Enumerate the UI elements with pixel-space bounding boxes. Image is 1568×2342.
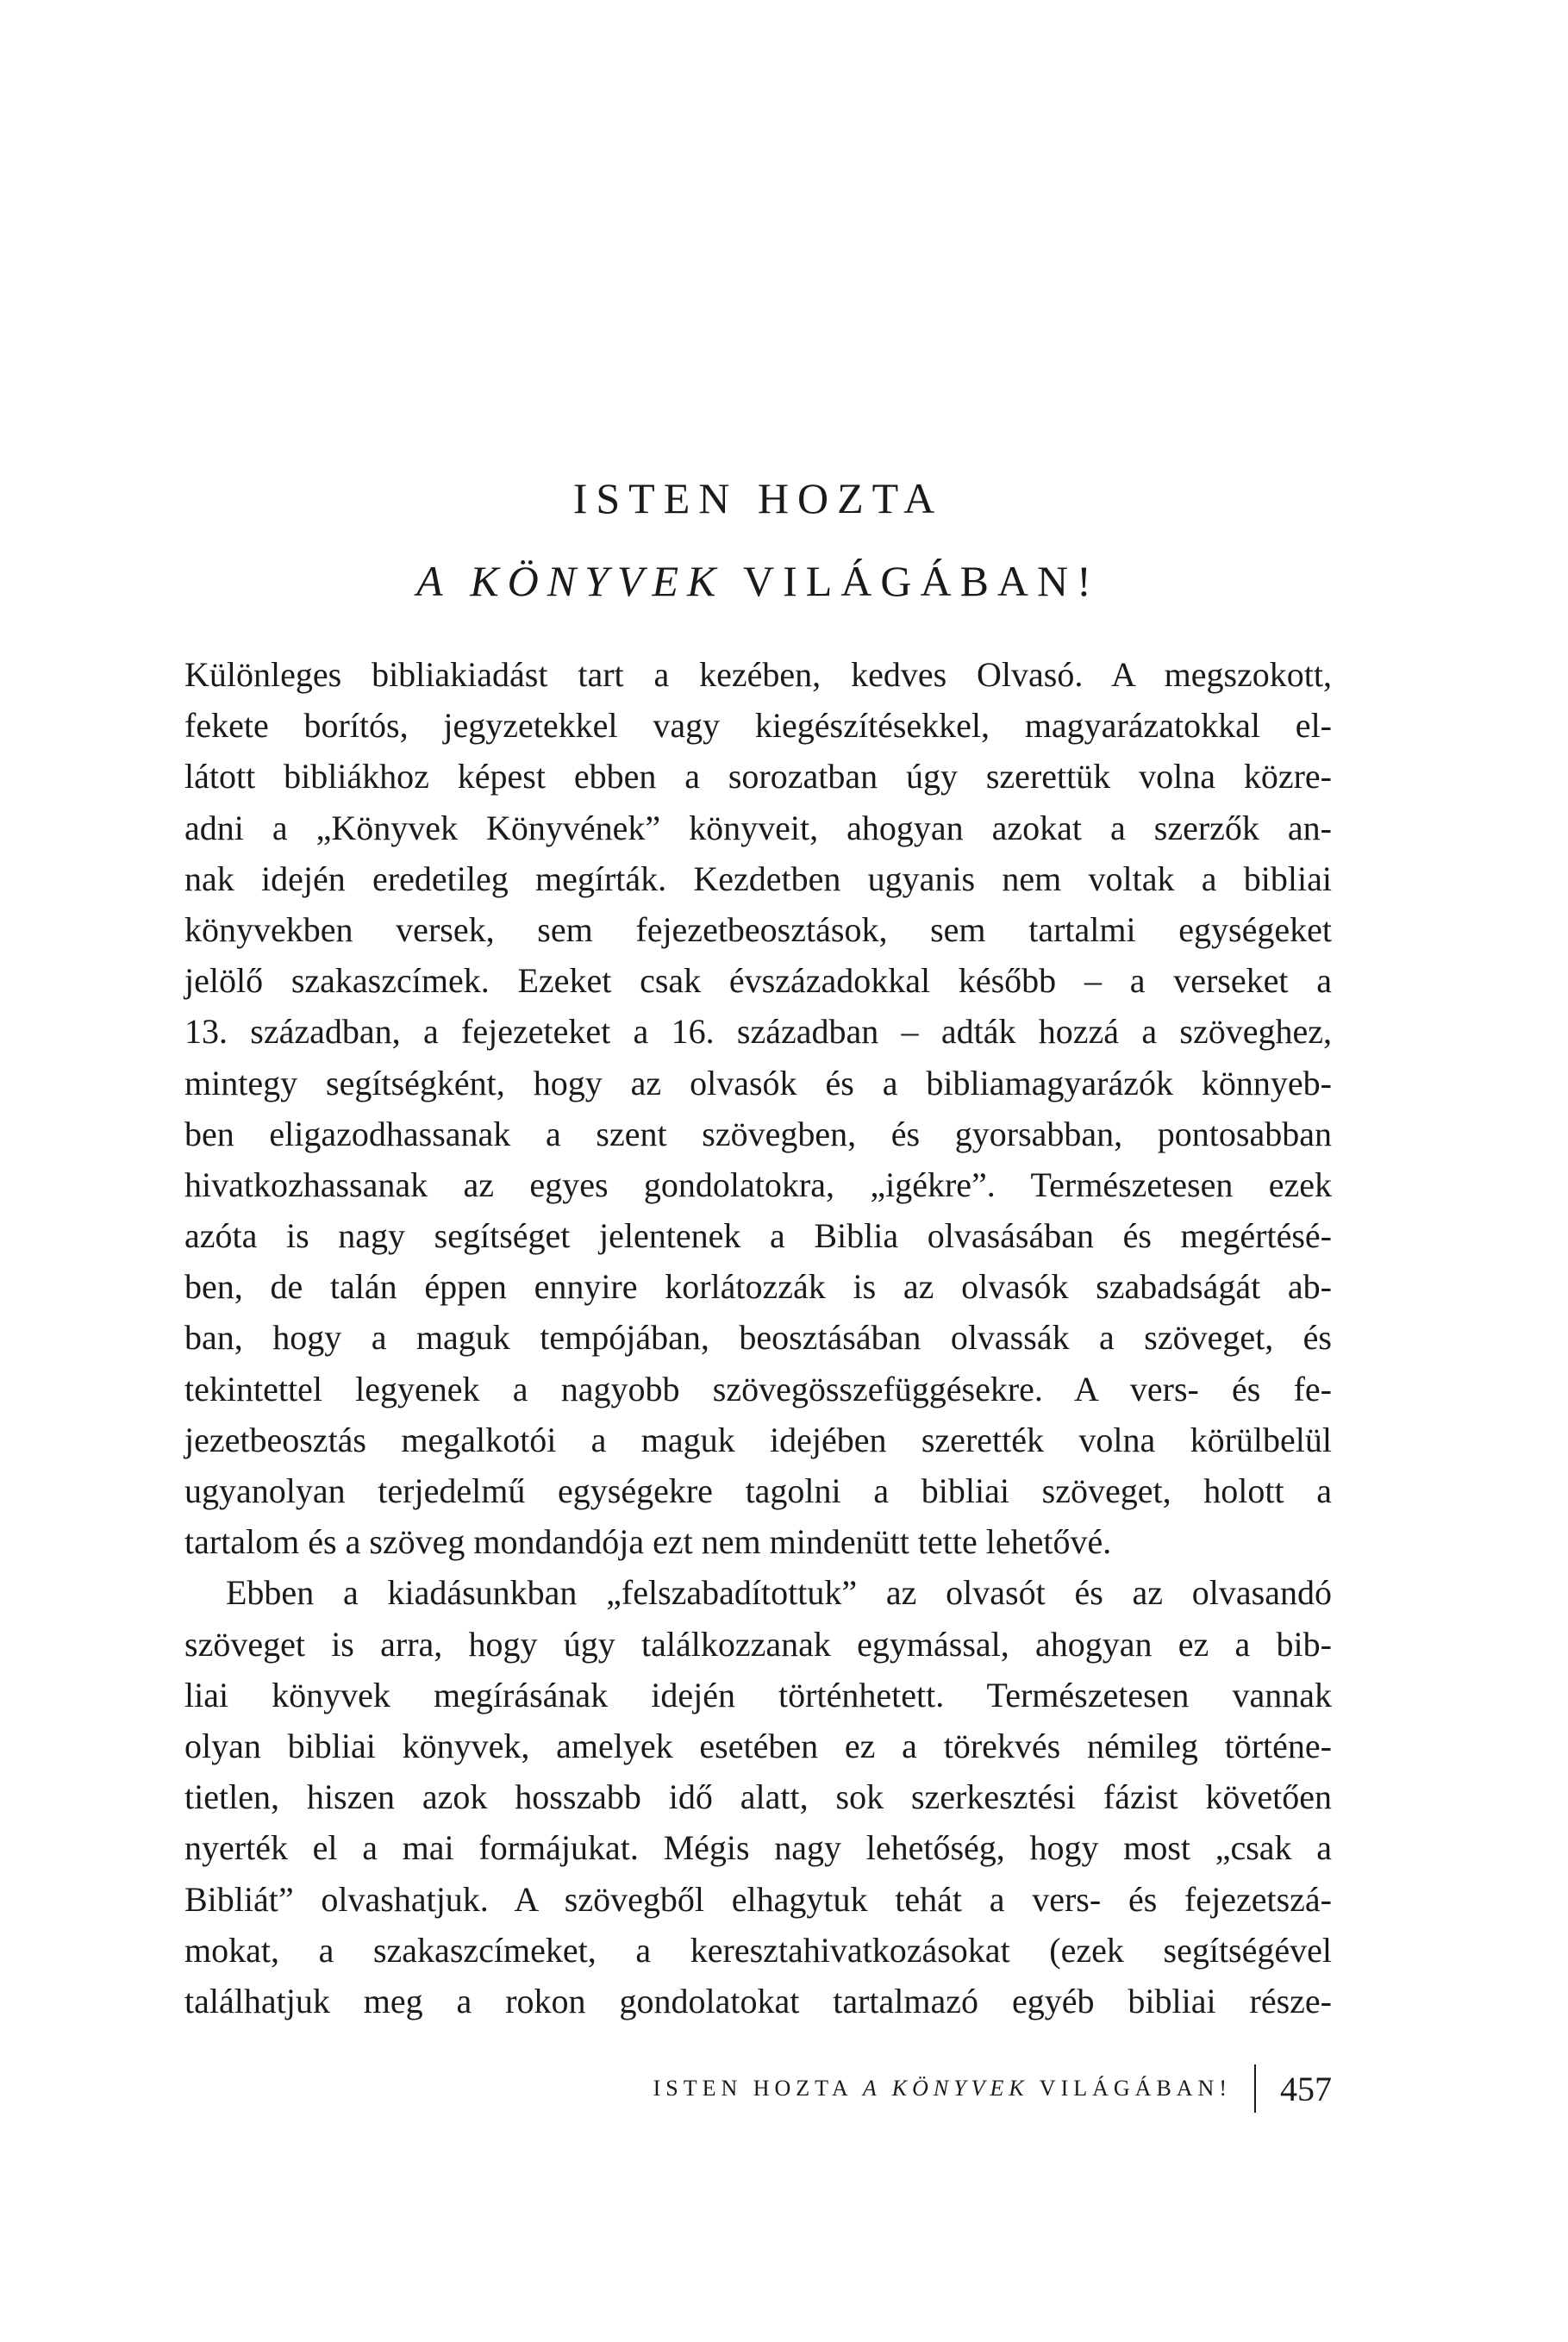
chapter-title <box>184 457 1332 622</box>
text-line: hivatkozhassanak az egyes gondolatokra, „igékre”. Természetesen ezek <box>184 1165 1332 1204</box>
text-line: ben, de talán éppen ennyire korlátozzák is az olvasók szabadságát ab- <box>184 1267 1332 1307</box>
text-line: szöveget is arra, hogy úgy találkozzanak egymással, ahogyan ez a bib- <box>184 1624 1332 1664</box>
text-line: 13. században, a fejezeteket a 16. században – adták hozzá a szöveghez, <box>184 1012 1332 1052</box>
text-line: nak idején eredetileg megírták. Kezdetben ugyanis nem voltak a bibliai <box>184 859 1332 898</box>
chapter-title-line-2 <box>184 540 1332 622</box>
text-line: könyvekben versek, sem fejezetbeosztások, sem tartalmi egységeket <box>184 909 1332 949</box>
text-line: jezetbeosztás megalkotói a maguk idejében szerették volna körülbelül <box>184 1420 1332 1459</box>
text-line: Különleges bibliakiadást tart a kezében, kedves Olvasó. A megszokott, <box>184 655 1332 694</box>
chapter-title-line-1: ISTEN HOZTA <box>572 474 944 522</box>
text-line: ban, hogy a maguk tempójában, beosztásában olvassák a szöveget, és <box>184 1318 1332 1358</box>
text-line: látott bibliákhoz képest ebben a sorozatban úgy szerettük volna közre- <box>184 757 1332 796</box>
text-line: mokat, a szakaszcímeket, a keresztahivatkozásokat (ezek segítségével <box>184 1930 1332 1970</box>
running-head-plain: ISTEN HOZTA <box>653 2076 863 2101</box>
text-line: fekete borítós, jegyzetekkel vagy kiegészítésekkel, magyarázatokkal el- <box>184 706 1332 746</box>
text-line: tartalom és a szöveg mondandója ezt nem mindenütt tette lehetővé. <box>184 1522 1112 1562</box>
text-line: ben eligazodhassanak a szent szövegben, és gyorsabban, pontosabban <box>184 1114 1332 1153</box>
text-line: nyerték el a mai formájukat. Mégis nagy lehetőség, hogy most „csak a <box>184 1828 1332 1868</box>
text-line: azóta is nagy segítséget jelentenek a Biblia olvasásában és megértésé- <box>184 1216 1332 1256</box>
text-line: adni a „Könyvek Könyvének” könyveit, ahogyan azokat a szerzők an- <box>184 808 1332 847</box>
text-line: találhatjuk meg a rokon gondolatokat tartalmazó egyéb bibliai része- <box>184 1981 1332 2020</box>
paragraph <box>184 649 1332 1567</box>
body-text <box>184 649 1332 2027</box>
text-line: mintegy segítségként, hogy az olvasók és a bibliamagyarázók könnyeb- <box>184 1063 1332 1102</box>
text-line: ugyanolyan terjedelmű egységekre tagolni a bibliai szöveget, holott a <box>184 1471 1332 1510</box>
paragraph <box>184 1567 1332 2027</box>
running-head-italic: A KÖNYVEK <box>862 2076 1029 2101</box>
text-line: Ebben a kiadásunkban „felszabadítottuk” az olvasót és az olvasandó <box>226 1573 1332 1613</box>
footer-divider <box>1254 2064 1256 2113</box>
text-line: jelölő szakaszcímek. Ezeket csak évszázadokkal később – a verseket a <box>184 961 1332 1001</box>
text-line: Bibliát” olvashatjuk. A szövegből elhagytuk tehát a vers- és fejezetszá- <box>184 1879 1332 1919</box>
page-number: 457 <box>1280 2069 1332 2108</box>
running-head-rest: VILÁGÁBAN! <box>1028 2076 1232 2101</box>
text-line: olyan bibliai könyvek, amelyek esetében ez a törekvés némileg történe- <box>184 1726 1332 1765</box>
running-head <box>653 2076 1232 2102</box>
chapter-title-italic: A KÖNYVEK <box>416 557 725 605</box>
running-footer <box>653 2064 1332 2113</box>
text-line: liai könyvek megírásának idején történhetett. Természetesen vannak <box>184 1675 1332 1714</box>
text-line: tekintettel legyenek a nagyobb szövegösszefüggésekre. A vers- és fe- <box>184 1369 1332 1408</box>
text-line: tietlen, hiszen azok hosszabb idő alatt, sok szerkesztési fázist követően <box>184 1777 1332 1817</box>
chapter-title-rest: VILÁGÁBAN! <box>724 557 1100 605</box>
